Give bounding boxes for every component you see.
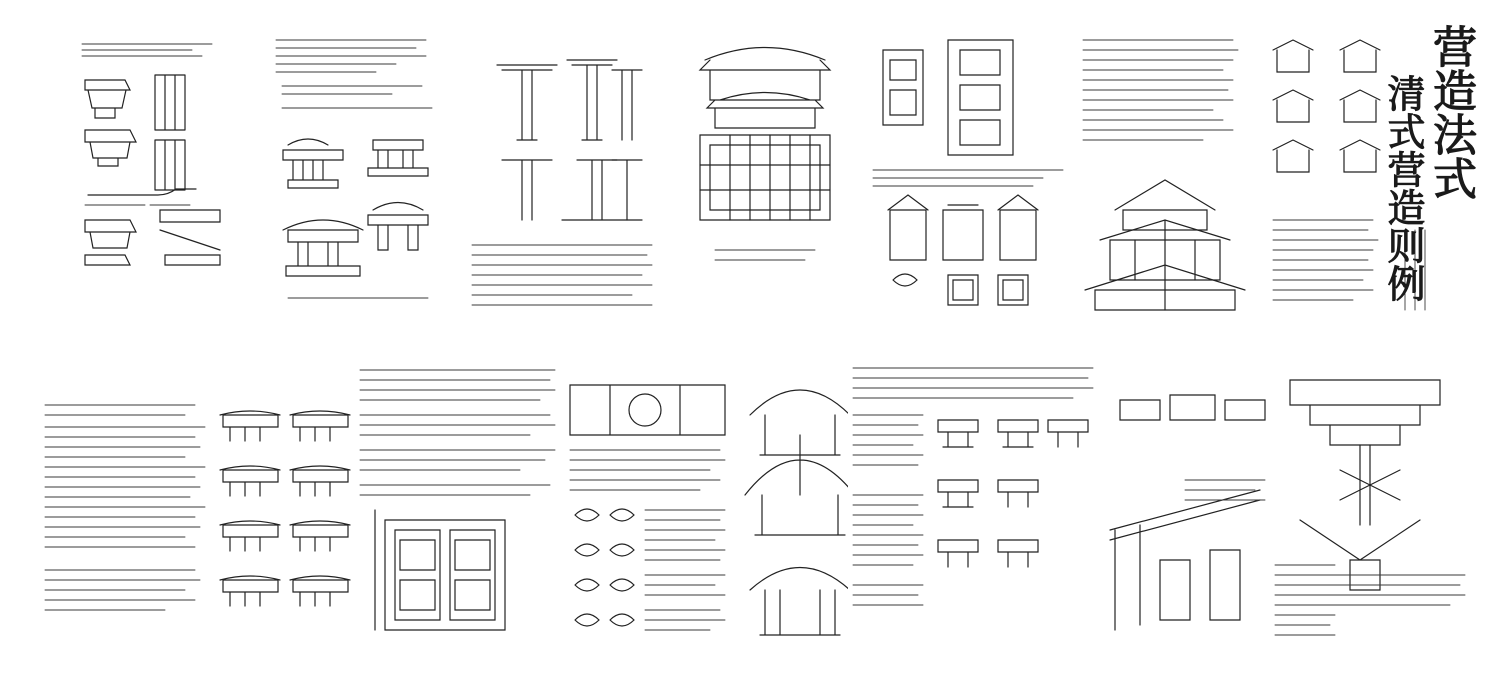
corner-brackets-sketch (1100, 380, 1275, 660)
sheet-bracket-joinery (848, 360, 1098, 660)
roof-sections-sketch (740, 360, 860, 660)
title-qingshi-yingzao-zeli: 清式营造则例 (1381, 74, 1426, 302)
title-yingzao-fashi: 营造法式 (1425, 24, 1476, 200)
sheet-exploded-bracket (1270, 370, 1470, 660)
tower-section-sketch (1075, 30, 1255, 320)
sheet-corner-brackets (1100, 380, 1275, 660)
exploded-bracket-sketch (1270, 370, 1470, 660)
sheet-roof-sections (740, 360, 860, 660)
bracket-joinery-sketch (848, 360, 1098, 660)
hall-plan-sketch (690, 20, 840, 280)
sheet-column-elevations (462, 30, 662, 330)
sheet-ornament-patterns (565, 375, 735, 655)
sheet-eave-notes (40, 395, 210, 625)
sheet-tower-section (1075, 30, 1255, 320)
column-elevations-sketch (462, 30, 662, 330)
sheet-courtyard-and-pavilions (868, 30, 1068, 320)
sheet-bracket-sections (268, 30, 448, 320)
courtyard-pavilions-sketch (868, 30, 1068, 320)
bracket-sections-sketch (268, 30, 448, 320)
sheet-door-lattice (355, 360, 565, 640)
door-lattice-sketch (355, 360, 565, 640)
bracket-parts-sketch (70, 30, 240, 280)
ornament-patterns-sketch (565, 375, 735, 655)
sheet-bracket-parts (70, 30, 240, 280)
eave-notes-handwriting (40, 395, 210, 625)
sheet-eave-profiles (215, 395, 355, 625)
eave-profiles-sketch (215, 395, 355, 625)
sheet-hall-plan (690, 20, 840, 280)
